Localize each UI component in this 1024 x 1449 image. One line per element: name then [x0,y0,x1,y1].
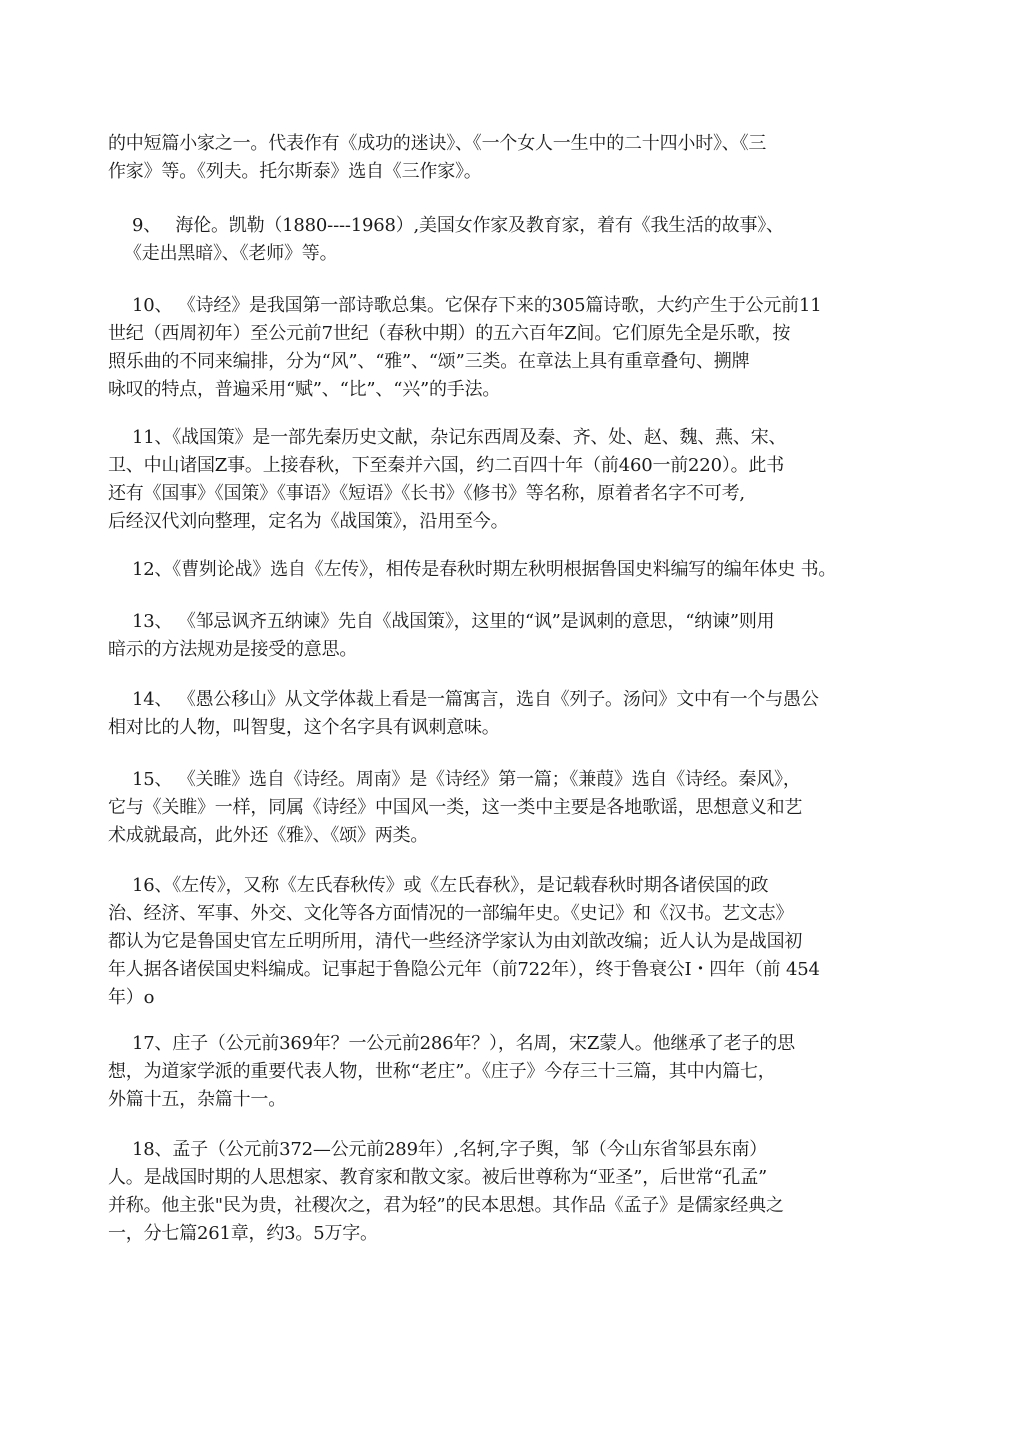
text-line: 11、《战国策》是一部先秦历史文献，杂记东西周及秦、齐、处、赵、魏、燕、宋、 [132,427,787,448]
text-line: 卫、中山诸国Z事。上接春秋，下至秦并六国，约二百四十年（前460一前220）。此书 [108,455,785,476]
paragraph-8-continued [108,130,898,186]
paragraph-9 [108,212,898,268]
text-line: 14、 《愚公移山》从文学体裁上看是一篇寓言，选自《列子。汤问》文中有一个与愚公 [132,689,819,710]
text-line: 9、 海伦。凯勒（1880----1968）,美国女作家及教育家，着有《我生活的故事》、 [132,215,784,236]
text-line: 照乐曲的不同来编排，分为“风”、“雅”、“颂”三类。在章法上具有重章叠句、搠牌 [108,351,750,372]
paragraph-18 [108,1136,898,1248]
text-line: 术成就最高，此外还《雅》、《颂》两类。 [108,825,429,846]
text-line: 16、《左传》，又称《左氏春秋传》或《左氏春秋》，是记载春秋时期各诸侯国的政 [132,875,769,896]
paragraph-16 [108,872,898,1012]
paragraph-15 [108,766,898,850]
text-line: 都认为它是鲁国史官左丘明所用，清代一些经济学家认为由刘歆改编；近人认为是战国初 [108,931,803,952]
paragraph-14 [108,686,898,742]
text-line: 18、孟子（公元前372—公元前289年）,名轲,字子舆，邹（今山东省邹县东南） [132,1139,768,1160]
text-line: 年）o [108,987,155,1008]
text-line: 17、庄子（公元前369年？一公元前286年？），名周，宋Z蒙人。他继承了老子的思 [132,1033,795,1054]
text-line: 作家》等。《列夫。托尔斯泰》选自《三作家》。 [108,161,482,182]
text-line: 的中短篇小家之一。代表作有《成功的迷诀》、《一个女人一生中的二十四小时》、《三 [108,133,767,154]
text-line: 暗示的方法规劝是接受的意思。 [108,639,358,660]
text-line: 世纪（西周初年）至公元前7世纪（春秋中期）的五六百年Z间。它们原先全是乐歌，按 [108,323,791,344]
text-line: 10、 《诗经》是我国第一部诗歌总集。它保存下来的305篇诗歌，大约产生于公元前11 [132,295,822,316]
text-line: 治、经济、军事、外交、文化等各方面情况的一部编年史。《史记》和《汉书。艺文志》 [108,903,794,924]
paragraph-11 [108,424,898,536]
text-line: 13、 《邹忌讽齐五纳谏》先自《战国策》，这里的“讽”是讽刺的意思，“纳谏”则用 [132,611,775,632]
paragraph-13 [108,608,898,664]
text-line: 后经汉代刘向整理，定名为《战国策》，沿用至今。 [108,511,509,532]
text-line: 12、《曹刿论战》选自《左传》，相传是春秋时期左秋明根据鲁国史料编写的编年体史 书。 [132,559,837,580]
text-line: 想，为道家学派的重要代表人物，世称“老庄”。《庄子》今存三十三篇，其中内篇七， [108,1061,776,1082]
text-line: 年人据各诸侯国史料编成。记事起于鲁隐公元年（前722年），终于鲁衰公I・四年（前 454 [108,959,820,980]
text-line: 它与《关睢》一样，同属《诗经》中国风一类，这一类中主要是各地歌谣，思想意义和艺 [108,797,803,818]
text-line: 还有《国事》《国策》《事语》《短语》《长书》《修书》等名称，原着者名字不可考, [108,483,745,504]
text-line: 相对比的人物，叫智叟，这个名字具有讽刺意味。 [108,717,500,738]
paragraph-12 [108,556,898,584]
text-line: 人。是战国时期的人思想家、教育家和散文家。被后世尊称为“亚圣”，后世常“孔孟” [108,1167,768,1188]
paragraph-17 [108,1030,898,1114]
text-line: 一，分七篇261章，约3。5万字。 [108,1223,378,1244]
text-line: 咏叹的特点，普遍采用“赋”、“比”、“兴”的手法。 [108,379,501,400]
text-line: 并称。他主张"民为贵，社稷次之，君为轻”的民本思想。其作品《孟子》是儒家经典之 [108,1195,784,1216]
text-line: 15、 《关睢》选自《诗经。周南》是《诗经》第一篇；《兼葭》选自《诗经。秦风》， [132,769,801,790]
text-line: 《走出黑暗》、《老师》等。 [124,243,338,264]
paragraph-10 [108,292,898,404]
text-line: 外篇十五，杂篇十一。 [108,1089,286,1110]
